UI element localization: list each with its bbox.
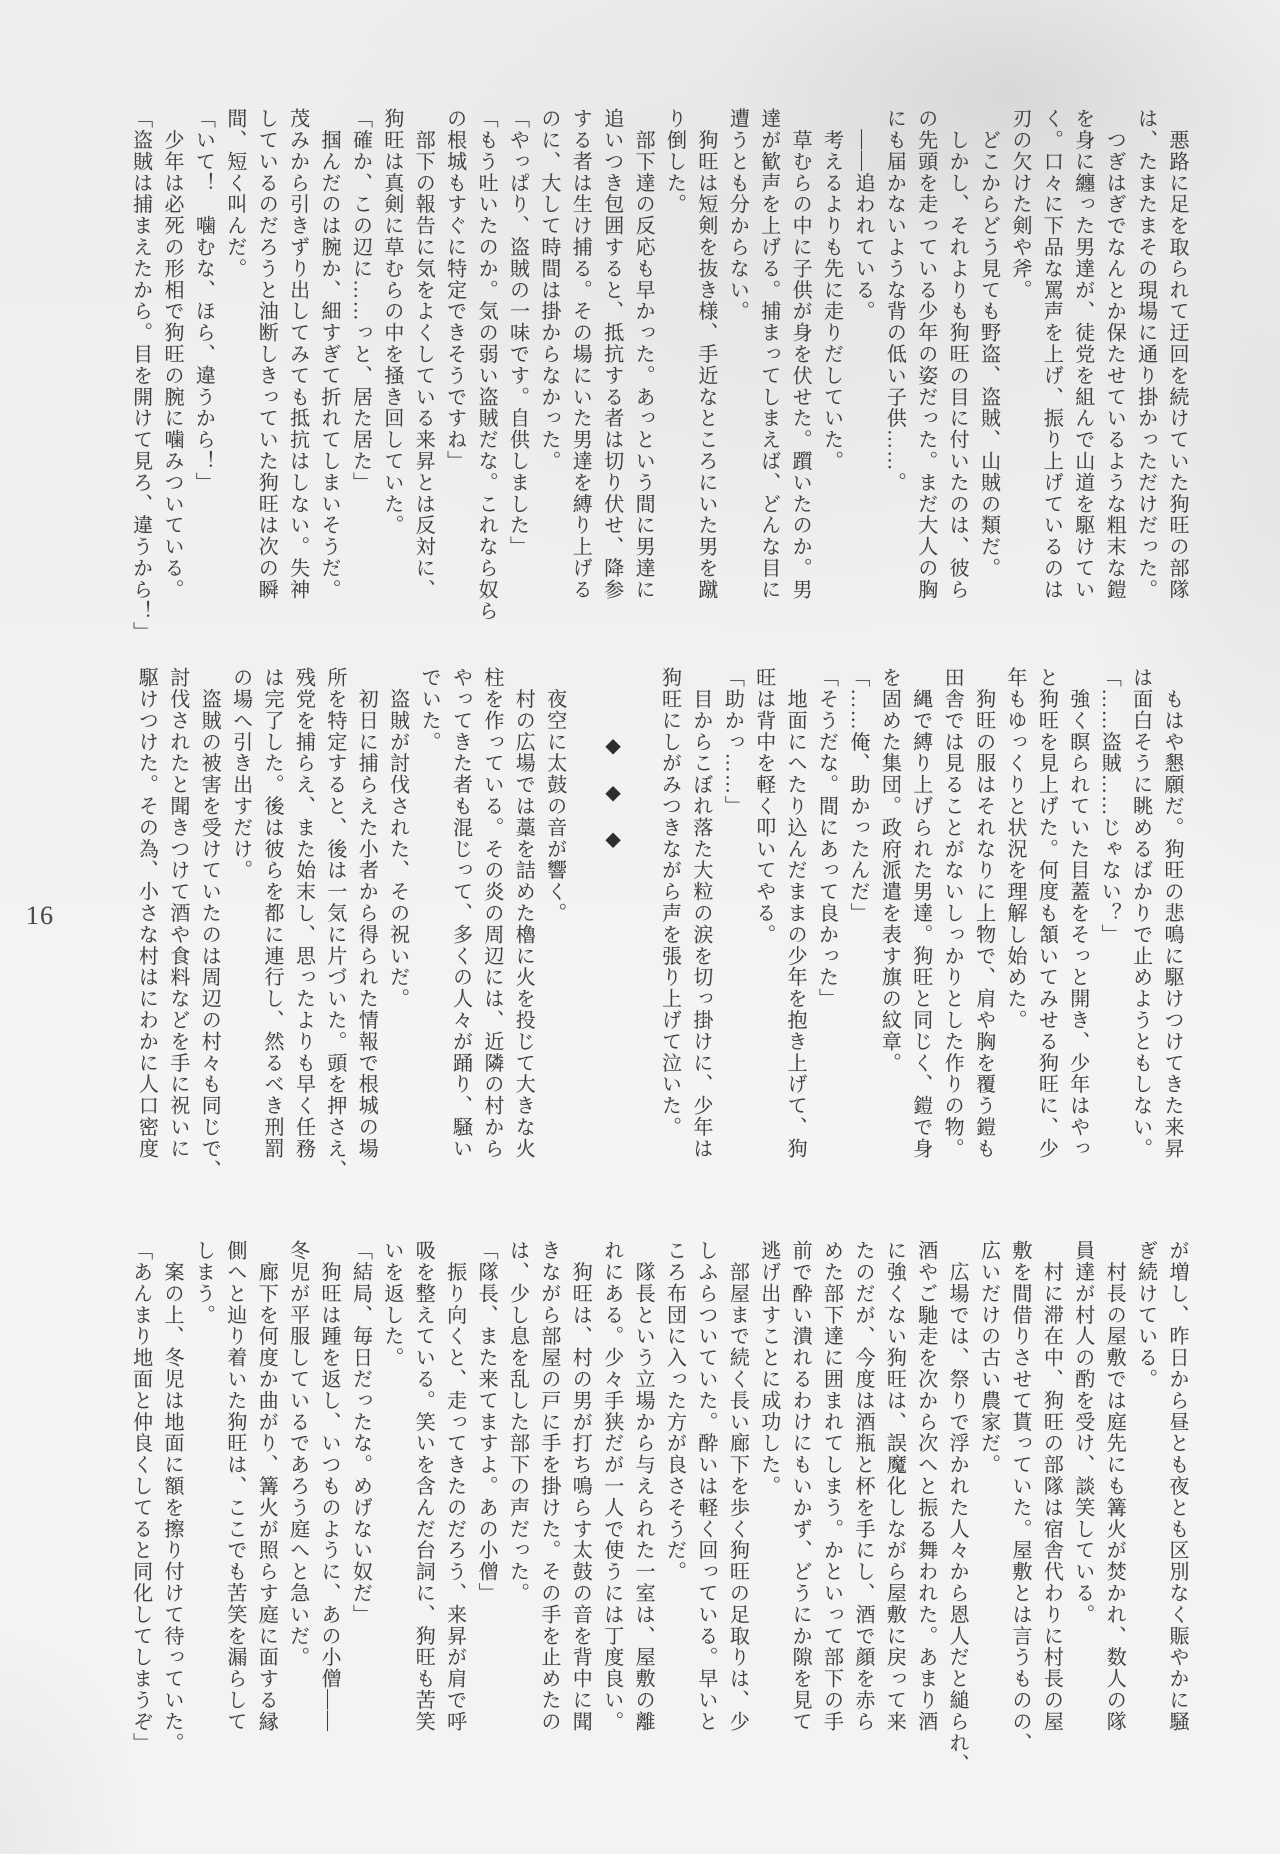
text-column: 盗賊の被害を受けていたのは周辺の村々も同じで、 [198, 667, 221, 1181]
text-column: 考えるよりも先に走りだしていた。 [820, 108, 843, 472]
text-column: 逃げ出すことに成功した。 [757, 1240, 780, 1497]
text-column: ぎ続けている。 [1134, 1240, 1157, 1390]
text-column: 少年は必死の形相で狗旺の腕に噛みついている。 [161, 108, 183, 601]
text-column: しふらついていた。酔いは軽く回っている。早いと [694, 1240, 717, 1733]
text-column: 夜空に太鼓の音が響く。 [543, 667, 566, 924]
text-column: 草むらの中に子供が身を伏せた。躓いたのか。男 [789, 108, 812, 601]
text-column: どこからどう見ても野盗、盗賊、山賊の類だ。 [977, 108, 1000, 579]
text-column: 「いて！ 噛むな、ほら、違うから！」 [192, 108, 215, 494]
text-column: 狗旺は、村の男が打ち鳴らす太鼓の音を背中に聞 [569, 1240, 592, 1733]
text-column: は、少し息を乱した部下の声だった。 [506, 1240, 529, 1604]
text-column: 員達が村人の酌を受け、談笑している。 [1071, 1240, 1094, 1626]
text-column: 前で酔い潰れるわけにもいかず、どうにか隙を見て [789, 1240, 812, 1733]
text-column: もはや懇願だ。狗旺の悲鳴に駆けつけてきた来昇 [1161, 667, 1183, 1160]
text-column: 初日に捕らえた小者から得られた情報で根城の場 [355, 667, 378, 1160]
text-column: しているのだろうと油断しきっていた狗旺は次の瞬 [255, 108, 278, 601]
text-column: 「確か、この辺に……っと、居た居た」 [349, 108, 372, 494]
text-column: 冬児が平服しているであろう庭へと急いだ。 [286, 1240, 309, 1668]
text-column: 「助かっ……」 [721, 667, 744, 817]
text-column: 酒やご馳走を次から次へと振る舞われた。あまり酒 [914, 1240, 937, 1733]
text-column: 間、短く叫んだ。 [223, 108, 246, 280]
text-column: でいた。 [418, 667, 441, 753]
text-column: 残党を捕らえ、また始末し、思ったよりも早く任務 [292, 667, 315, 1160]
text-column: 追いつき包囲すると、抵抗する者は切り伏せ、降参 [600, 108, 623, 601]
text-block-top [124, 108, 1192, 643]
text-column: つぎはぎでなんとか保たせているような粗末な鎧 [1103, 108, 1126, 601]
text-column: しまう。 [192, 1240, 215, 1326]
text-column: 敷を間借りさせて貰っていた。屋敷とは言うものの、 [1008, 1240, 1031, 1754]
text-column: 廊下を何度か曲がり、篝火が照らす庭に面する縁 [255, 1240, 278, 1733]
text-column: 「もう吐いたのか。気の弱い盗賊だな。これなら奴ら [475, 108, 498, 622]
text-column: の根城もすぐに特定できそうですね」 [443, 108, 466, 472]
section-separator: ◆ ◆ ◆ [601, 733, 624, 852]
text-column: 討伐されたと聞きつけて酒や食料などを手に祝いに [166, 667, 189, 1160]
text-block-middle [130, 667, 1187, 1181]
text-column: 部下の報告に気をよくしている来昇とは反対に、 [412, 108, 435, 601]
text-column: 強く瞑られていた目蓋をそっと開き、少年はやっ [1066, 667, 1089, 1160]
text-column: は、たまたまその現場に通り掛かっただけだった。 [1134, 108, 1157, 601]
text-column: ころ布団に入った方が良さそうだ。 [663, 1240, 686, 1583]
text-column: 駆けつけた。その為、小さな村はにわかに人口密度 [135, 667, 158, 1160]
text-column: 「隊長、また来てますよ。あの小僧」 [475, 1240, 498, 1604]
text-column: にも届かないような背の低い子供……。 [883, 108, 906, 494]
text-column: 達が歓声を上げる。捕まってしまえば、どんな目に [757, 108, 780, 601]
text-column: 縄で縛り上げられた男達。狗旺と同じく、鎧で身 [909, 667, 932, 1160]
text-column: 狗旺は踵を返し、いつものように、あの小僧―― [318, 1240, 341, 1733]
text-column: り倒した。 [663, 108, 686, 215]
text-column: 遭うとも分からない。 [726, 108, 749, 322]
text-column: 部下達の反応も早かった。あっという間に男達に [632, 108, 655, 601]
text-column: と狗旺を見上げた。何度も頷いてみせる狗旺に、少 [1035, 667, 1058, 1160]
text-column: 広場では、祭りで浮かれた人々から恩人だと縋られ、 [946, 1240, 969, 1775]
text-column: 「盗賊は捕まえたから。目を開けて見ろ、違うから！」 [129, 108, 152, 643]
text-column: 掴んだのは腕か、細すぎて折れてしまいそうだ。 [318, 108, 341, 601]
text-column: 茂みから引きずり出してみても抵抗はしない。失神 [286, 108, 309, 601]
text-column: 狗旺にしがみつきながら声を張り上げて泣いた。 [658, 667, 681, 1138]
text-column: 「やっぱり、盗賊の一味です。自供しました」 [506, 108, 529, 558]
text-column: は完了した。後は彼らを都に連行し、然るべき刑罰 [261, 667, 284, 1160]
page-number: 16 [26, 901, 54, 930]
text-column: 年もゆっくりと状況を理解し始めた。 [1003, 667, 1026, 1031]
text-column: 柱を作っている。その炎の周辺には、近隣の村から [480, 667, 503, 1160]
text-column: きながら部屋の戸に手を掛けた。その手を止めたの [537, 1240, 560, 1733]
text-column: 刃の欠けた剣や斧。 [1008, 108, 1031, 301]
text-column: いを返した。 [380, 1240, 403, 1369]
text-column: 目からこぼれ落た大粒の涙を切っ掛けに、少年は [689, 667, 712, 1160]
text-column: 村の広場では藁を詰めた櫓に火を投じて大きな火 [512, 667, 535, 1160]
text-column: 盗賊が討伐された、その祝いだ。 [386, 667, 409, 1010]
text-column: の先頭を走っている少年の姿だった。まだ大人の胸 [914, 108, 937, 601]
text-column: 悪路に足を取られて迂回を続けていた狗旺の部隊 [1166, 108, 1188, 601]
text-column: は面白そうに眺めるばかりで止めようともしない。 [1129, 667, 1152, 1160]
text-column: を固めた集団。政府派遣を表す旗の紋章。 [878, 667, 901, 1074]
text-column: 旺は背中を軽く叩いてやる。 [752, 667, 775, 946]
text-column: 狗旺は真剣に草むらの中を掻き回していた。 [380, 108, 403, 536]
text-column: たのだが、今度は酒瓶と杯を手にし、酒で顔を赤ら [851, 1240, 874, 1733]
text-column: しかし、それよりも狗旺の目に付いたのは、彼ら [946, 108, 969, 601]
text-column: ――追われている。 [851, 108, 874, 322]
text-column: 「……俺、助かったんだ」 [846, 667, 869, 924]
text-column: く。口々に下品な罵声を上げ、振り上げているのは [1040, 108, 1063, 601]
text-column: のに、大して時間は掛からなかった。 [537, 108, 560, 472]
text-column: 広いだけの古い農家だ。 [977, 1240, 1000, 1476]
text-column: 隊長という立場から与えられた一室は、屋敷の離 [632, 1240, 655, 1733]
text-column: 狗旺の服はそれなりに上物で、肩や胸を覆う鎧も [972, 667, 995, 1160]
text-column: やってきた者も混じって、多くの人々が踊り、騒い [449, 667, 472, 1160]
text-column: 狗旺は短剣を抜き様、手近なところにいた男を蹴 [694, 108, 717, 601]
text-column: に強くない狗旺は、誤魔化しながら屋敷に戻って来 [883, 1240, 906, 1733]
text-column: 「……盗賊……じゃない？」 [1098, 667, 1121, 946]
text-column: 案の上、冬児は地面に額を擦り付けて待っていた。 [161, 1240, 183, 1754]
text-column: 所を特定すると、後は一気に片づいた。頭を押さえ、 [323, 667, 346, 1181]
text-column: 部屋まで続く長い廊下を歩く狗旺の足取りは、少 [726, 1240, 749, 1733]
text-column: 村に滞在中、狗旺の部隊は宿舎代わりに村長の屋 [1040, 1240, 1063, 1733]
text-column: 「あんまり地面と仲良くしてると同化してしまうぞ」 [129, 1240, 152, 1754]
text-block-bottom [124, 1240, 1192, 1775]
text-column: 田舎では見ることがないしっかりとした作りの物。 [941, 667, 964, 1160]
text-column: を身に纏った男達が、徒党を組んで山道を駆けてい [1071, 108, 1094, 601]
text-column: めた部下達に囲まれてしまう。かといって部下の手 [820, 1240, 843, 1733]
text-column: 地面にへたり込んだままの少年を抱き上げて、狗 [784, 667, 807, 1160]
text-column: れにある。少々手狭だが一人で使うには丁度良い。 [600, 1240, 623, 1733]
text-column: 振り向くと、走ってきたのだろう、来昇が肩で呼 [443, 1240, 466, 1733]
text-column: 「そうだな。間にあって良かった」 [815, 667, 838, 1010]
text-column: 村長の屋敷では庭先にも篝火が焚かれ、数人の隊 [1103, 1240, 1126, 1733]
text-column: する者は生け捕る。その場にいた男達を縛り上げる [569, 108, 592, 601]
text-column: の場へ引き出すだけ。 [229, 667, 252, 881]
text-column: 吸を整えている。笑いを含んだ台詞に、狗旺も苦笑 [412, 1240, 435, 1733]
text-column: が増し、昨日から昼とも夜とも区別なく賑やかに騒 [1166, 1240, 1188, 1733]
text-column: 「結局、毎日だったな。めげない奴だ」 [349, 1240, 372, 1626]
text-column: 側へと辿り着いた狗旺は、ここでも苦笑を漏らして [223, 1240, 246, 1733]
